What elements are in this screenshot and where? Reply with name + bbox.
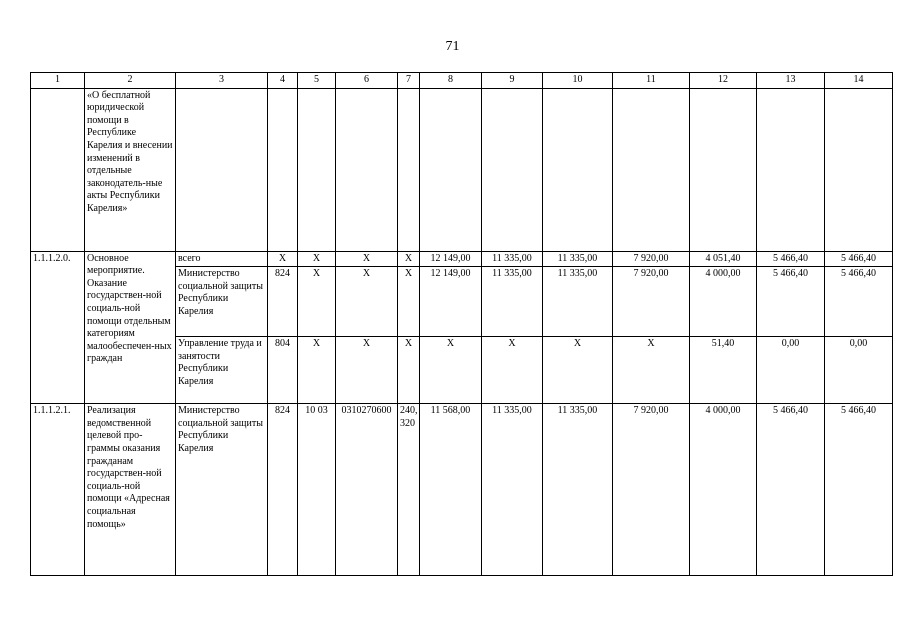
column-number: 5 bbox=[298, 73, 336, 89]
csr-cell: X bbox=[336, 251, 398, 267]
amount-cell: 12 149,00 bbox=[420, 251, 482, 267]
amount-cell: 0,00 bbox=[825, 337, 893, 404]
amount-cell: 5 466,40 bbox=[757, 251, 825, 267]
column-number: 9 bbox=[482, 73, 543, 89]
column-number: 2 bbox=[85, 73, 176, 89]
amount-cell: 11 335,00 bbox=[543, 251, 613, 267]
amount-cell: 11 568,00 bbox=[420, 404, 482, 576]
column-number-row bbox=[31, 73, 893, 89]
amount-cell: 11 335,00 bbox=[482, 267, 543, 337]
table-cell bbox=[398, 88, 420, 251]
table-cell bbox=[482, 88, 543, 251]
grbs-cell: 824 bbox=[268, 404, 298, 576]
amount-cell: 0,00 bbox=[757, 337, 825, 404]
table-cell bbox=[757, 88, 825, 251]
amount-cell: 51,40 bbox=[690, 337, 757, 404]
table-cell bbox=[613, 88, 690, 251]
amount-cell: 5 466,40 bbox=[825, 251, 893, 267]
rzpr-cell: X bbox=[298, 337, 336, 404]
grbs-cell: 804 bbox=[268, 337, 298, 404]
table-row bbox=[31, 404, 893, 576]
column-number: 7 bbox=[398, 73, 420, 89]
column-number: 6 bbox=[336, 73, 398, 89]
measure-name-cell: Основное мероприятие. Оказание государствен-ной социаль-ной помощи отдельным категориям малообеспечен-ных граждан bbox=[85, 251, 176, 404]
amount-cell: 4 000,00 bbox=[690, 404, 757, 576]
executor-cell: Министерство социальной защиты Республики Карелия bbox=[176, 404, 268, 576]
csr-cell: 0310270600 bbox=[336, 404, 398, 576]
measure-name-cell: «О бесплатной юридической помощи в Республике Карелия и внесении изменений в отдельные законодатель-ные акты Республики Карелия» bbox=[85, 88, 176, 251]
budget-table bbox=[30, 72, 893, 576]
amount-cell: 11 335,00 bbox=[543, 267, 613, 337]
amount-cell: 5 466,40 bbox=[825, 404, 893, 576]
table-cell bbox=[420, 88, 482, 251]
amount-cell: 11 335,00 bbox=[482, 404, 543, 576]
executor-cell: всего bbox=[176, 251, 268, 267]
amount-cell: 12 149,00 bbox=[420, 267, 482, 337]
table-cell bbox=[690, 88, 757, 251]
amount-cell: 7 920,00 bbox=[613, 267, 690, 337]
table-cell bbox=[825, 88, 893, 251]
csr-cell: X bbox=[336, 337, 398, 404]
amount-cell: 5 466,40 bbox=[757, 404, 825, 576]
table-cell bbox=[543, 88, 613, 251]
rzpr-cell: 10 03 bbox=[298, 404, 336, 576]
grbs-cell: X bbox=[268, 251, 298, 267]
executor-cell: Управление труда и занятости Республики Карелия bbox=[176, 337, 268, 404]
amount-cell: 4 000,00 bbox=[690, 267, 757, 337]
vr-cell: X bbox=[398, 267, 420, 337]
amount-cell: X bbox=[543, 337, 613, 404]
continuation-row bbox=[31, 88, 893, 251]
amount-cell: 11 335,00 bbox=[482, 251, 543, 267]
grbs-cell: 824 bbox=[268, 267, 298, 337]
amount-cell: 4 051,40 bbox=[690, 251, 757, 267]
amount-cell: 5 466,40 bbox=[757, 267, 825, 337]
vr-cell: 240, 320 bbox=[398, 404, 420, 576]
column-number: 13 bbox=[757, 73, 825, 89]
measure-name-cell: Реализация ведомственной целевой про-граммы оказания гражданам государствен-ной социаль-ной помощи «Адресная социальная помощь» bbox=[85, 404, 176, 576]
measure-code-cell: 1.1.1.2.0. bbox=[31, 251, 85, 404]
amount-cell: 7 920,00 bbox=[613, 404, 690, 576]
rzpr-cell: X bbox=[298, 251, 336, 267]
page-number: 71 bbox=[445, 39, 460, 54]
amount-cell: X bbox=[613, 337, 690, 404]
amount-cell: 5 466,40 bbox=[825, 267, 893, 337]
vr-cell: X bbox=[398, 337, 420, 404]
table-cell bbox=[31, 88, 85, 251]
table-row bbox=[31, 251, 893, 267]
rzpr-cell: X bbox=[298, 267, 336, 337]
executor-cell: Министерство социальной защиты Республики Карелия bbox=[176, 267, 268, 337]
column-number: 11 bbox=[613, 73, 690, 89]
amount-cell: X bbox=[420, 337, 482, 404]
column-number: 8 bbox=[420, 73, 482, 89]
table-cell bbox=[176, 88, 268, 251]
amount-cell: 11 335,00 bbox=[543, 404, 613, 576]
csr-cell: X bbox=[336, 267, 398, 337]
vr-cell: X bbox=[398, 251, 420, 267]
amount-cell: 7 920,00 bbox=[613, 251, 690, 267]
column-number: 3 bbox=[176, 73, 268, 89]
measure-code-cell: 1.1.1.2.1. bbox=[31, 404, 85, 576]
table-cell bbox=[298, 88, 336, 251]
column-number: 4 bbox=[268, 73, 298, 89]
amount-cell: X bbox=[482, 337, 543, 404]
table-cell bbox=[336, 88, 398, 251]
column-number: 10 bbox=[543, 73, 613, 89]
table-cell bbox=[268, 88, 298, 251]
column-number: 1 bbox=[31, 73, 85, 89]
column-number: 12 bbox=[690, 73, 757, 89]
column-number: 14 bbox=[825, 73, 893, 89]
